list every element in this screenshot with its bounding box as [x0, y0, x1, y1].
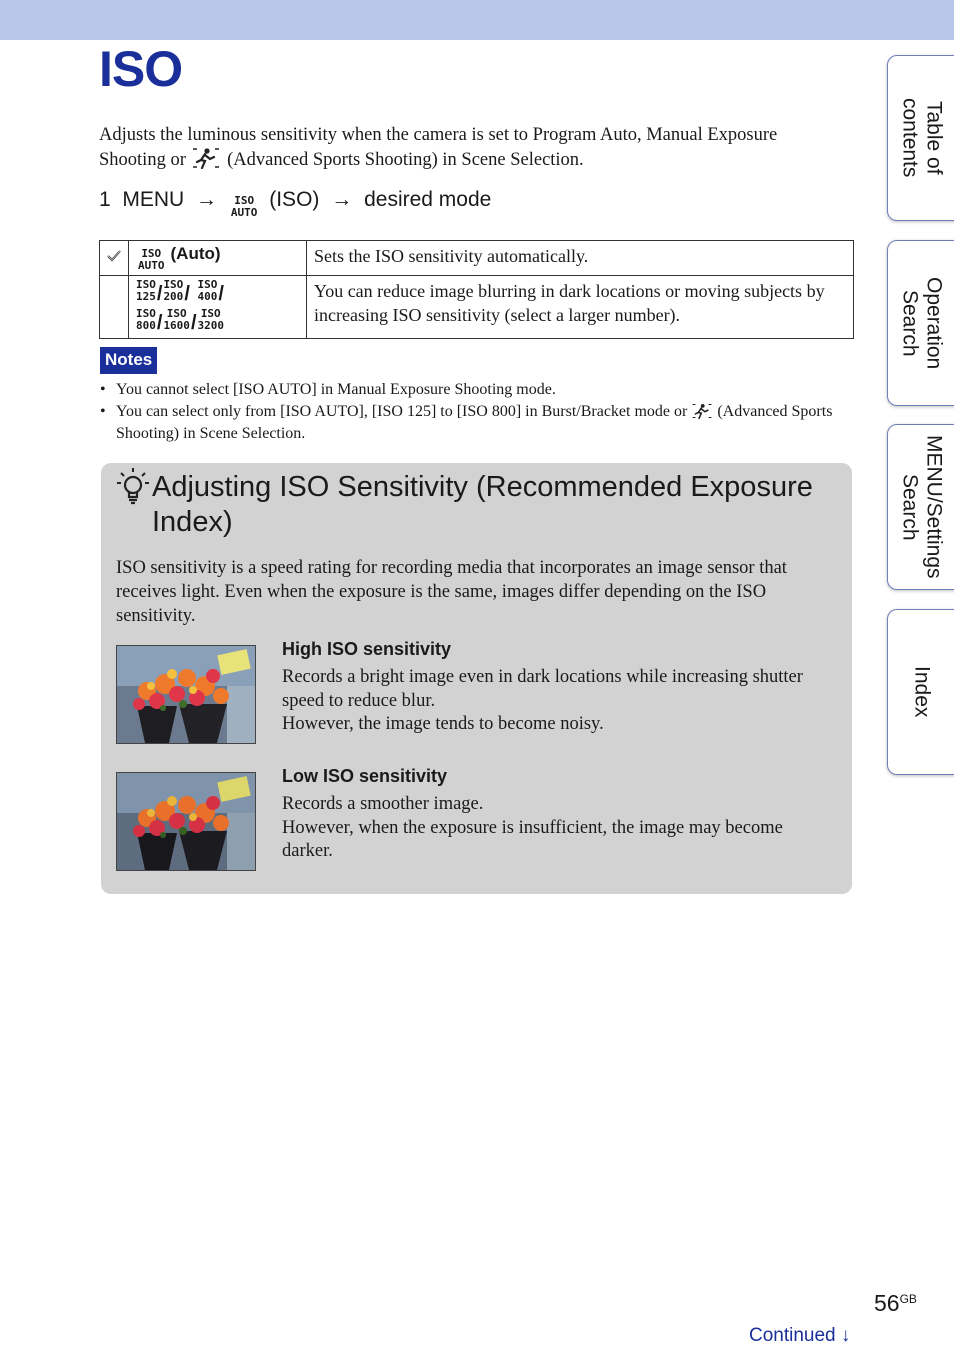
arrow-right-icon: → — [331, 188, 353, 211]
intro-paragraph — [99, 123, 839, 172]
header-band — [0, 0, 954, 40]
iso-menu-label: (ISO) — [269, 188, 320, 211]
low-iso-photo — [116, 772, 256, 871]
continued-link[interactable]: Continued ↓ — [749, 1325, 851, 1346]
empty-check-cell — [100, 276, 129, 339]
arrow-down-icon: ↓ — [840, 1325, 851, 1346]
iso-auto-icon: ISO AUTO — [138, 247, 165, 272]
high-iso-heading: High ISO sensitivity — [282, 639, 452, 659]
step-target: desired mode — [364, 188, 492, 211]
tab-menu-settings-search[interactable] — [887, 424, 954, 590]
tab-label: Index — [910, 666, 934, 718]
table-row — [100, 241, 854, 276]
mode-label: (Auto) — [170, 244, 221, 263]
tab-label: MENU/Settings Search — [898, 435, 946, 579]
notes-badge: Notes — [100, 347, 157, 374]
menu-button-label: MENU — [122, 188, 185, 211]
hint-title: Adjusting ISO Sensitivity (Recommended Exposure Index) — [152, 471, 813, 538]
intro-text-end: (Advanced Sports Shooting) in Scene Selection. — [227, 150, 584, 170]
instruction-step — [99, 188, 491, 219]
step-number: 1 — [99, 188, 111, 211]
default-check-cell — [100, 241, 129, 276]
tab-table-of-contents[interactable] — [887, 55, 954, 221]
notes-list — [99, 379, 854, 445]
checkmark-icon — [106, 249, 122, 263]
list-item: • You cannot select [ISO AUTO] in Manual Exposure Shooting mode. — [99, 379, 854, 401]
iso-values-icons: ISO 125/ ISO 200/ ISO 400/ ISO 800/ ISO 1600/ ISO 3200 — [136, 278, 224, 334]
mode-cell — [129, 241, 307, 276]
table-row — [100, 276, 854, 339]
iso-auto-icon: ISO AUTO — [230, 194, 258, 219]
iso-1600-icon: ISO 1600 — [163, 307, 190, 332]
tab-index[interactable] — [887, 609, 954, 775]
high-iso-text: Records a bright image even in dark locations while increasing shutter speed to reduce blur. However, the image tends to become noisy. — [282, 667, 803, 734]
mode-cell — [129, 276, 307, 339]
iso-3200-icon: ISO 3200 — [197, 307, 224, 332]
mode-description: Sets the ISO sensitivity automatically. — [307, 241, 854, 276]
advanced-sports-icon — [192, 147, 220, 169]
page-suffix: GB — [899, 1292, 917, 1306]
tab-label: Table of contents — [898, 98, 946, 178]
page-title: ISO — [99, 41, 183, 97]
intro-text-start: Adjusts the luminous sensitivity when the camera is set to Program Auto, Manual Exposure Shooting or — [99, 125, 778, 170]
tab-label: Operation Search — [898, 276, 946, 370]
list-item: • You can select only from [ISO AUTO], [ISO 125] to [ISO 800] in Burst/Bracket mode or (Advanced Sports Shooting) in Scene Selection. — [99, 401, 854, 445]
arrow-right-icon: → — [196, 188, 218, 211]
hint-body: ISO sensitivity is a speed rating for recording media that incorporates an image sensor that receives light. Even when the exposure is the same, images differ depending on the ISO sensitivity. — [116, 558, 787, 626]
advanced-sports-icon — [691, 403, 713, 419]
low-iso-heading: Low ISO sensitivity — [282, 766, 448, 786]
iso-200-icon: ISO 200 — [163, 278, 184, 303]
iso-125-icon: ISO 125 — [136, 278, 156, 303]
iso-800-icon: ISO 800 — [136, 307, 156, 332]
low-iso-text: Records a smoother image. However, when the exposure is insufficient, the image may become darker. — [282, 794, 783, 861]
high-iso-photo — [116, 645, 256, 744]
mode-description: You can reduce image blurring in dark locations or moving subjects by increasing ISO sensitivity (select a larger number). — [307, 276, 854, 339]
tab-operation-search[interactable] — [887, 240, 954, 406]
iso-400-icon: ISO 400 — [197, 278, 218, 303]
iso-modes-table — [99, 240, 854, 339]
page-number: $56^{GB}$ — [874, 1290, 917, 1316]
